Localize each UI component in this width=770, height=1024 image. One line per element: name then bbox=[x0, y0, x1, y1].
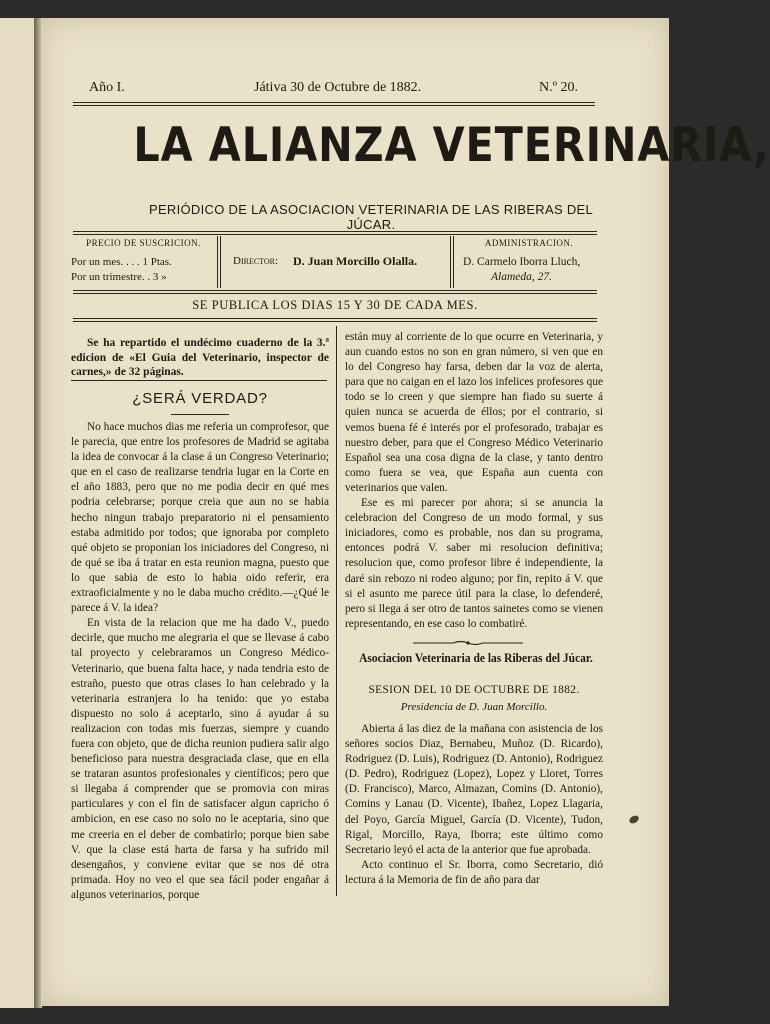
association-heading: Asociacion Veterinaria de las Riberas del Júcar. bbox=[359, 651, 593, 665]
infobox-divider-left bbox=[217, 236, 221, 288]
director-name: D. Juan Morcillo Olalla. bbox=[293, 254, 418, 268]
column-divider bbox=[336, 326, 337, 896]
heading-rule bbox=[171, 414, 229, 415]
newspaper-page bbox=[41, 18, 770, 1006]
admin-name: D. Carmelo Iborra Lluch, bbox=[463, 256, 581, 268]
price-heading: PRECIO DE SUSCRICION. bbox=[86, 238, 201, 248]
session-body bbox=[345, 722, 603, 902]
infobox-rule-bottom bbox=[73, 290, 597, 294]
session-heading: SESION DEL 10 DE OCTUBRE DE 1882. bbox=[368, 684, 580, 696]
session-paragraph-2: Acto continuo el Sr. Iborra, como Secretario, dió lectura á la Memoria de fin de año para dar bbox=[345, 858, 603, 886]
article-body-left bbox=[71, 420, 329, 901]
admin-heading: ADMINISTRACION. bbox=[484, 238, 574, 248]
publication-note: SE PUBLICA LOS DIAS 15 Y 30 DE CADA MES. bbox=[192, 298, 478, 312]
price-line-month: Por un mes. . . . 1 Ptas. bbox=[71, 256, 172, 268]
notice-text bbox=[71, 318, 329, 380]
ornament-flourish-icon bbox=[413, 640, 523, 646]
ink-blot bbox=[628, 814, 640, 825]
infobox-rule-top bbox=[73, 231, 597, 235]
ornamental-divider bbox=[413, 633, 523, 639]
infobox-divider-right bbox=[450, 236, 454, 288]
presidency-line: Presidencia de D. Juan Morcillo. bbox=[400, 701, 548, 713]
article-paragraph-2: En vista de la relacion que me ha dado V., puedo decirle, que mucho me alegraria el que se llevase á cabo tal proyecto y celebraramos un Congreso Médico-Veterinario, que buena falta hace, y nada tendria esto de estraño, puesto que otras clases lo han celebrado y la veterinaria estranjera lo ha tenido: que yo estaba dispuesto no solo á aceptarlo, sino á ayudar á su realizacion con todas mis fuerzas, siempre y cuando fuera con objeto, que de dicha reunion pudiera salir algo beneficioso para nuestra desgraciada clase, que en ella se trataran asuntos profesionales y científicos; pero que si llegaba á comprender que se promovia con miras particulares y con el fin de satisfacer algun capricho ó ambicion, en ese caso no solo no le aceptaria, sino que me creeria en el deber de combatirlo; porque bien sabe V. que la clase está harta de farsa y ha sufrido mil desengaños, y conviene evitar que se nos dé otra primada. Hoy no veo el que sea fácil poder engañar á algunos veterinarios, porque bbox=[71, 617, 329, 901]
issue-number: N.º 20. bbox=[539, 80, 578, 95]
dateline: Játiva 30 de Octubre de 1882. bbox=[254, 80, 422, 95]
admin-address: Alameda, 27. bbox=[491, 271, 553, 283]
article-paragraph-3: están muy al corriente de lo que ocurre en Veterinaria, y aun cuando estos no son en gran número, si ven que en lo del Congreso hay farsa, deben dar la voz de alerta, para que no caigan en el lazo los infelices profesores que todo se lo creen y que siempre han fiado su suerte á quien nunca se acuerda de éllos; por el contrario, si vemos buena fé é interés por el profesorado, trabajar es nuestro deber, para que el Congreso Médico Veterinario Español sea una cosa digna de la clase, y tanto dentro como fuera se vea, que España aun cuenta con veterinarios que valen. bbox=[345, 331, 603, 494]
article-paragraph-1: No hace muchos dias me referia un comprofesor, que le parecia, que entre los profesores de Madrid se agitaba la idea de convocar á la clase á un Congreso Veterinario; que en el caso de realizarse tendria lugar en la Corte en el año 1883, pero que no me podia decir en qué mes podria celebrarse; porque creia que aun no se habia hecho ningun trabajo preparatorio ni el pensamiento estaba admitido por todos; que ignoraba por completo qué objeto se proponian los iniciadores del Congreso, ni de qué se iba á tratar en esta reunion magna, puesto que lo que sabia de esto lo habia oido referir, era extraoficialmente y no le daba mucho crédito.—¿Qué le parece á V. la idea? bbox=[71, 421, 329, 615]
year-label: Año I. bbox=[89, 80, 125, 95]
article-paragraph-4: Ese es mi parecer por ahora; si se anuncia la celebracion del Congreso de un modo formal, y sus iniciadores, como es probable, nos dan su programa, entonces podrá V. saber mi resolucion definitiva; resolucion que, como profesor libre é independiente, la daré sin rebozo ni rodeo alguno; por fin, repito á V. que si el asunto me parece útil para la clase, lo defenderé, pero si llega á ser otro de tantos sainetes como se vienen representando, en ese caso lo combatiré. bbox=[345, 497, 603, 630]
masthead-subtitle: PERIÓDICO DE LA ASOCIACION VETERINARIA DE LAS RIBERAS DEL JÚCAR. bbox=[148, 202, 594, 232]
director-label: Director: bbox=[233, 255, 279, 267]
notice-rule bbox=[71, 380, 327, 381]
session-paragraph-1: Abierta á las diez de la mañana con asistencia de los señores socios Diaz, Bernabeu, Muñoz (D. Ricardo), Rodriguez (D. Luis), Rodriguez (D. Antonio), Rodriguez (D. Pedro), Rodriguez (Lopez), Lopez y Lloret, Torres (D. Francisco), Marco, Almazan, Comins (D. Antonio), Comins y Lanau (D. Vicente), Ibañez, Lopez Llagaria, del Poyo, García Miguel, García (D. Vicente), Tudon, Rigal, Morcillo, Raya, Iborra; este último como Secretario leyó el acta de la anterior que fue aprobada. bbox=[345, 723, 603, 856]
adjacent-page-edge bbox=[0, 18, 37, 1008]
header-rule-top bbox=[73, 102, 595, 106]
price-line-quarter: Por un trimestre. . 3 » bbox=[71, 271, 167, 283]
notice-paragraph: Se ha repartido el undécimo cuaderno de la 3.ª edicion de «El Guia del Veterinario, inspector de carnes,» de 32 páginas. bbox=[71, 337, 329, 378]
article-heading: ¿SERÁ VERDAD? bbox=[132, 390, 268, 407]
article-body-right bbox=[345, 330, 603, 630]
masthead-title: LA ALIANZA VETERINARIA, bbox=[133, 118, 770, 173]
